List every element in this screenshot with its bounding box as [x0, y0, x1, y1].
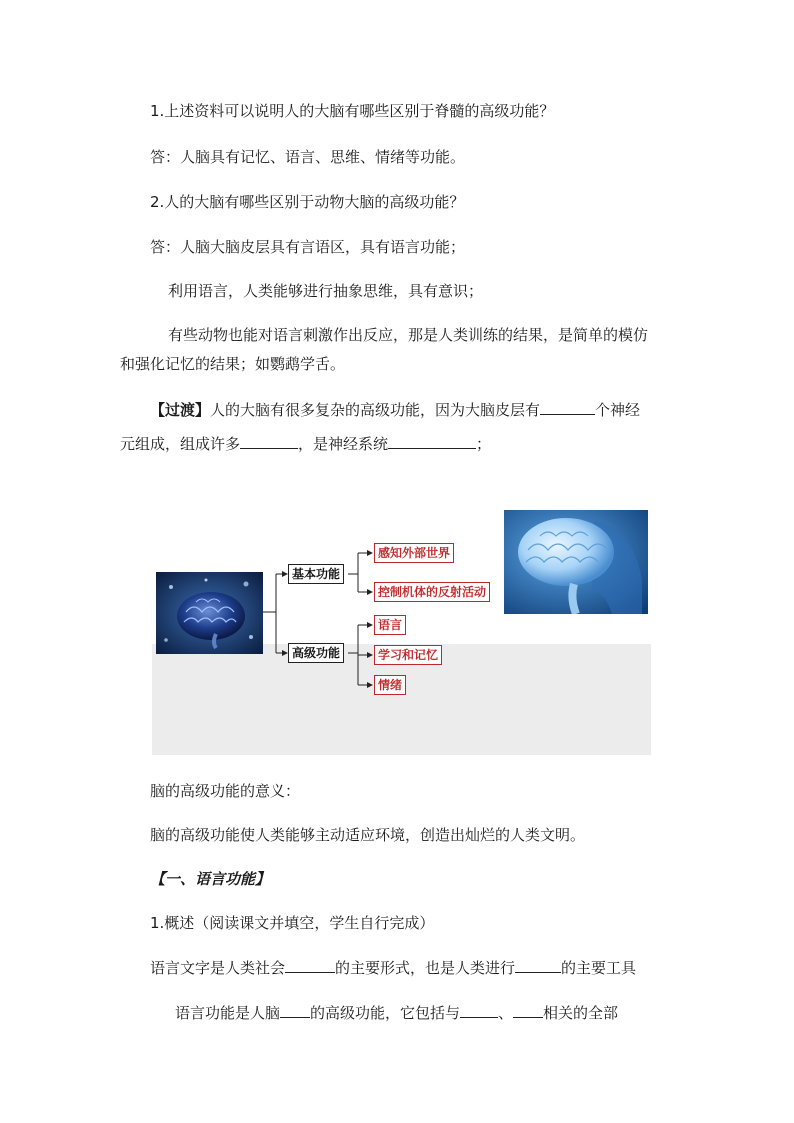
- answer-2-line-2: 利用语言，人类能够进行抽象思维，具有意识；: [168, 282, 484, 300]
- lang1-text-1: 语言文字是人类社会: [150, 959, 286, 977]
- question-1: 1.上述资料可以说明人的大脑有哪些区别于脊髓的高级功能？: [150, 102, 555, 120]
- lang1-text-2: 的主要形式，也是人类进行: [335, 959, 516, 977]
- blank-language-1[interactable]: [460, 1003, 498, 1018]
- language-line-2: [175, 1002, 618, 1024]
- meaning-title: 脑的高级功能的意义：: [150, 782, 301, 800]
- lang2-text-3: 、: [498, 1004, 514, 1022]
- transition-text-3: 元组成，组成许多: [120, 435, 241, 453]
- blank-thinking[interactable]: [515, 958, 561, 973]
- language-box: 语言: [374, 615, 406, 635]
- answer-2-line-4: 和强化记忆的结果；如鹦鹉学舌。: [120, 355, 346, 373]
- advanced-function-box: 高级功能: [288, 643, 344, 663]
- answer-2-line-1: 答：人脑大脑皮层具有言语区，具有语言功能；: [150, 238, 466, 256]
- lang1-text-3: 的主要工具: [561, 959, 637, 977]
- section-title: 【一、语言功能】: [150, 870, 271, 888]
- blank-neuron-count[interactable]: [540, 400, 595, 415]
- transition-line-1: [150, 399, 640, 421]
- basic-function-box: 基本功能: [288, 564, 344, 584]
- lang2-text-2: 的高级功能，它包括与: [310, 1004, 461, 1022]
- blank-structure[interactable]: [240, 434, 298, 449]
- transition-text-2: 个神经: [595, 401, 641, 419]
- question-2: 2.人的大脑有哪些区别于动物大脑的高级功能？: [150, 193, 465, 211]
- meaning-text: 脑的高级功能使人类能够主动适应环境，创造出灿烂的人类文明。: [150, 826, 586, 844]
- transition-text-4: ，是神经系统: [298, 435, 389, 453]
- answer-1: 答：人脑具有记忆、语言、思维、情绪等功能。: [150, 148, 466, 166]
- blank-system[interactable]: [388, 434, 476, 449]
- transition-tag: 【过渡】: [150, 401, 211, 419]
- blank-communication[interactable]: [285, 958, 335, 973]
- lang2-text-4: 相关的全部: [543, 1004, 619, 1022]
- blank-language-2[interactable]: [513, 1003, 543, 1018]
- perceive-world-box: 感知外部世界: [374, 543, 454, 563]
- language-line-1: [150, 957, 636, 979]
- transition-line-2: [120, 433, 491, 455]
- reflex-control-box: 控制机体的反射活动: [374, 582, 490, 602]
- transition-text-1: 人的大脑有很多复杂的高级功能，因为大脑皮层有: [210, 401, 541, 419]
- lang2-text-1: 语言功能是人脑: [175, 1004, 281, 1022]
- answer-2-line-3: 有些动物也能对语言刺激作出反应，那是人类训练的结果，是简单的模仿: [168, 326, 649, 344]
- overview-line: 1.概述（阅读课文并填空，学生自行完成）: [150, 914, 435, 932]
- transition-text-5: ；: [476, 435, 492, 453]
- blank-unique[interactable]: [280, 1003, 310, 1018]
- emotion-box: 情绪: [374, 675, 406, 695]
- brain-function-diagram: [152, 474, 651, 755]
- learning-memory-box: 学习和记忆: [374, 645, 442, 665]
